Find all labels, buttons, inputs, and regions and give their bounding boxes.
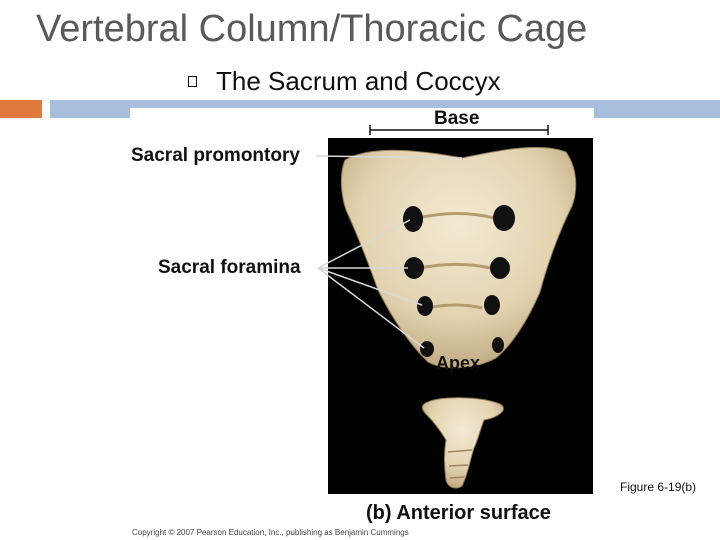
foramen-right-3 (484, 295, 500, 315)
coccyx-bone (422, 398, 503, 488)
foramen-right-1 (493, 205, 515, 231)
bullet-text: The Sacrum and Coccyx (216, 66, 501, 96)
copyright-notice: Copyright © 2007 Pearson Education, Inc., publishing as Benjamin Cummings (132, 528, 409, 537)
label-base: Base (434, 108, 480, 129)
sacrum-bone (341, 147, 575, 367)
foramen-right-2 (490, 257, 510, 279)
foramen-right-4 (492, 337, 504, 353)
label-sacral-foramina: Sacral foramina (158, 257, 301, 278)
foramen-left-1 (403, 206, 423, 232)
foramen-left-3 (417, 296, 433, 316)
slide-title: Vertebral Column/Thoracic Cage (36, 8, 588, 50)
figure-view-caption: (b) Anterior surface (366, 502, 551, 524)
figure-reference: Figure 6-19(b) (620, 480, 697, 494)
foramen-left-4 (420, 341, 434, 357)
label-sacral-promontory: Sacral promontory (131, 145, 300, 166)
label-apex: Apex (436, 353, 481, 373)
